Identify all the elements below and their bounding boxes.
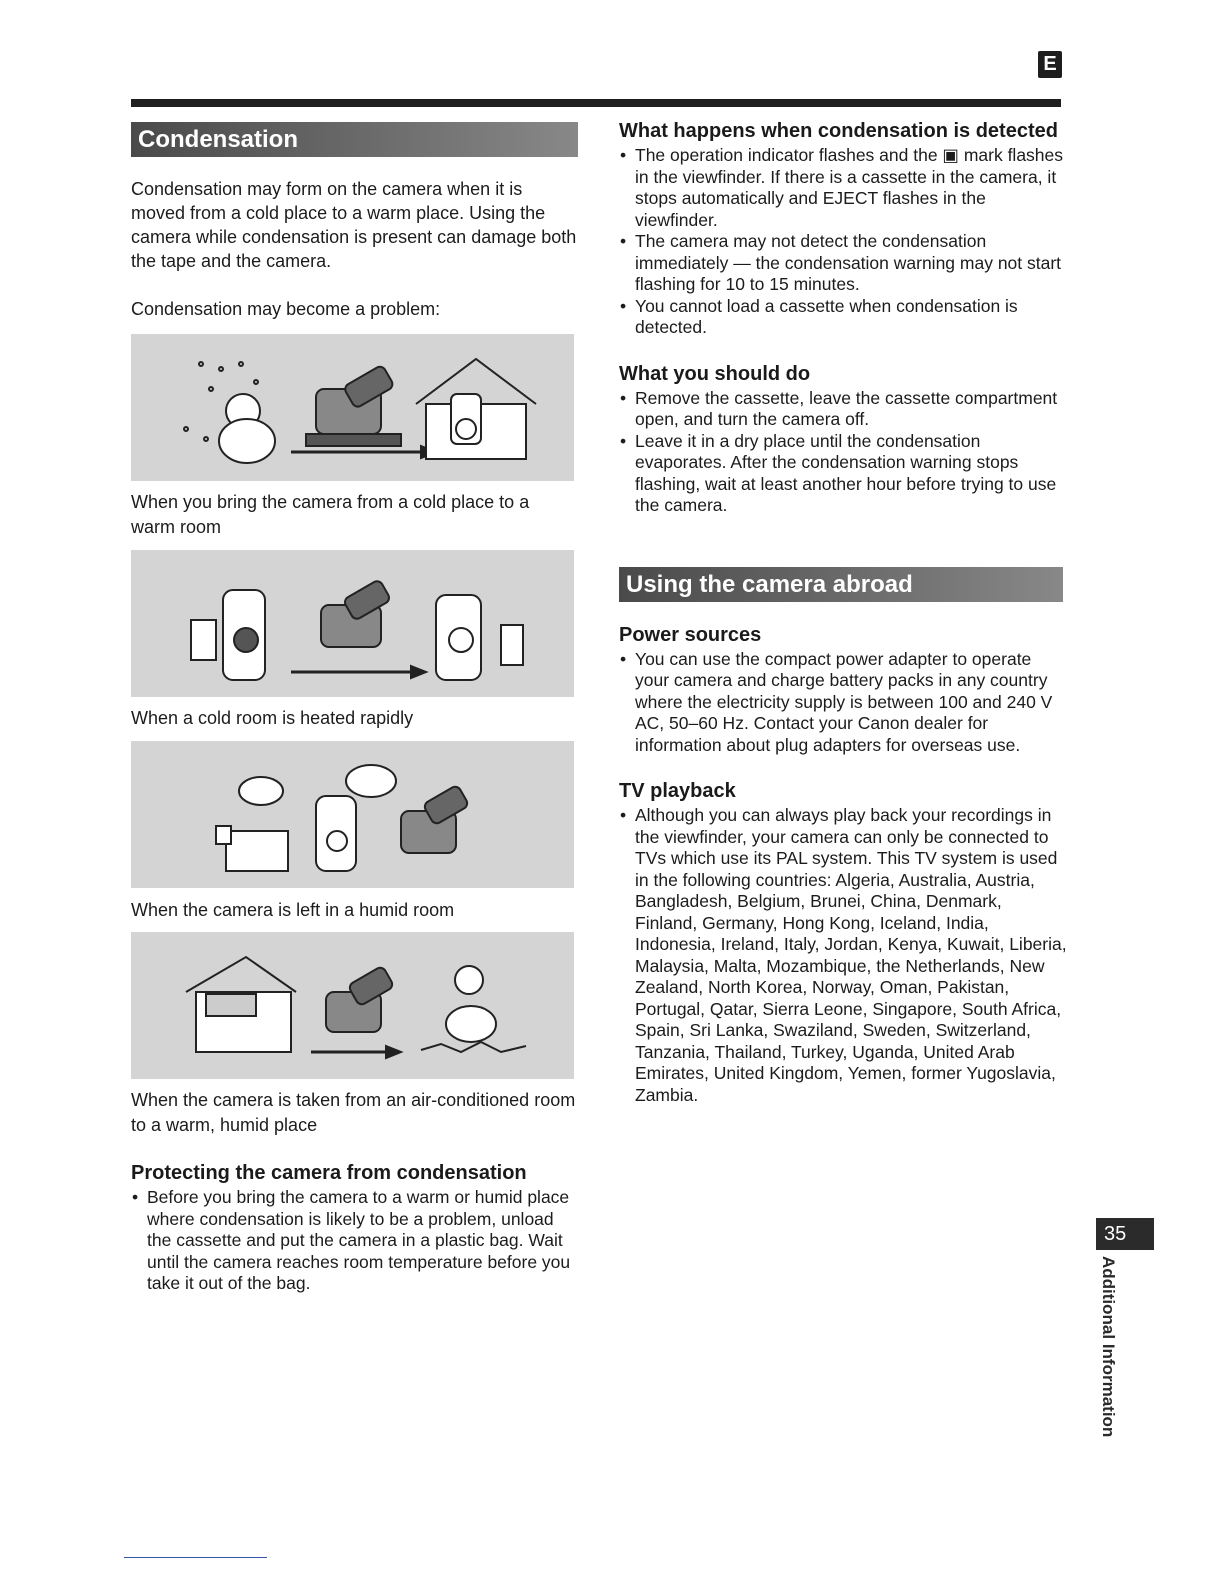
snowman-camera-house-drawing	[131, 334, 574, 481]
caption-aircon-to-humid: When the camera is taken from an air-conditioned room to a warm, humid place	[131, 1090, 576, 1135]
caption-humid-room: When the camera is left in a humid room	[131, 900, 455, 920]
tv-playback-bullet: • Although you can always play back your recordings in the viewfinder, your camera can only be connected to TVs which use its PAL system. This TV system is used in the following countries: Algeria, Australia, Austria, Bangladesh, Belgium, Brunei, China, Denmark, Finland, Germany, Hong Kong, Iceland, India, Indonesia, Ireland, Italy, Jordan, Kenya, Kuwait, Liberia, Malaysia, Malta, Mozambique, the Netherlands, New Zealand, North Korea, Norway, Oman, Pakistan, Portugal, Qatar, Sierra Leone, Singapore, South Africa, Spain, Sri Lanka, Swaziland, Sweden, Switzerland, Tanzania, Thailand, Turkey, Uganda, United Arab Emirates, United Kingdom, Yemen, former Yugoslavia, Zambia.	[619, 805, 1067, 1106]
detected-bullet-list	[619, 145, 1067, 339]
section-side-label: Additional Information	[1099, 1256, 1118, 1438]
protect-bullet: • Before you bring the camera to a warm or humid place where condensation is likely to be a problem, unload the cassette and put the camera in a plastic bag. Wait until the camera reaches room temperature before you take it out of the bag.	[131, 1187, 578, 1295]
what-to-do-heading: What you should do	[619, 362, 811, 385]
detected-heading: What happens when condensation is detected	[619, 120, 1058, 142]
using-camera-abroad-heading: Using the camera abroad	[619, 567, 1063, 602]
right-column	[619, 118, 1067, 1106]
caption-room-heated: When a cold room is heated rapidly	[131, 708, 414, 728]
what-to-do-bullet-list	[619, 388, 1067, 517]
detected-bullet: • The camera may not detect the condensation immediately — the condensation warning may not start flashing for 10 to 15 minutes.	[619, 231, 1067, 296]
illustration-room-heated	[131, 550, 574, 697]
aircon-camera-drawing	[131, 932, 574, 1079]
problem-lead: Condensation may become a problem:	[131, 299, 441, 319]
humidifier-camera-drawing	[131, 741, 574, 888]
illustration-aircon-to-humid	[131, 932, 574, 1079]
heater-camera-drawing	[131, 550, 574, 697]
condensation-intro: Condensation may form on the camera when it is moved from a cold place to a warm place. Using the camera while condensation is present can damage both the tape and the camera.	[131, 179, 577, 271]
power-sources-bullet-list	[619, 649, 1067, 757]
page-number: 35	[1096, 1218, 1154, 1250]
power-sources-heading: Power sources	[619, 623, 762, 646]
tv-playback-bullet-list	[619, 805, 1067, 1106]
protect-bullet-list	[131, 1187, 578, 1295]
footnote-line	[124, 1557, 267, 1558]
detected-bullet: • The operation indicator flashes and the ▣ mark flashes in the viewfinder. If there is a cassette in the camera, it stops automatically and EJECT flashes in the viewfinder.	[619, 145, 1067, 231]
detected-bullet: • You cannot load a cassette when condensation is detected.	[619, 296, 1067, 339]
left-column	[131, 122, 578, 1295]
illustration-cold-to-warm	[131, 334, 574, 481]
what-to-do-bullet: • Remove the cassette, leave the cassette compartment open, and turn the camera off.	[619, 388, 1067, 431]
power-sources-bullet: • You can use the compact power adapter to operate your camera and charge battery packs in any country where the electricity supply is between 100 and 240 V AC, 50–60 Hz. Contact your Canon dealer for information about plug adapters for overseas use.	[619, 649, 1067, 757]
language-badge: E	[1038, 51, 1062, 78]
what-to-do-bullet: • Leave it in a dry place until the condensation evaporates. After the condensation warning stops flashing, wait at least another hour before trying to use the camera.	[619, 431, 1067, 517]
tv-playback-heading: TV playback	[619, 780, 736, 802]
condensation-heading: Condensation	[131, 122, 578, 157]
caption-cold-to-warm: When you bring the camera from a cold place to a warm room	[131, 492, 530, 537]
illustration-humid-room	[131, 741, 574, 888]
protect-heading: Protecting the camera from condensation	[131, 1162, 527, 1184]
top-rule	[131, 99, 1061, 107]
